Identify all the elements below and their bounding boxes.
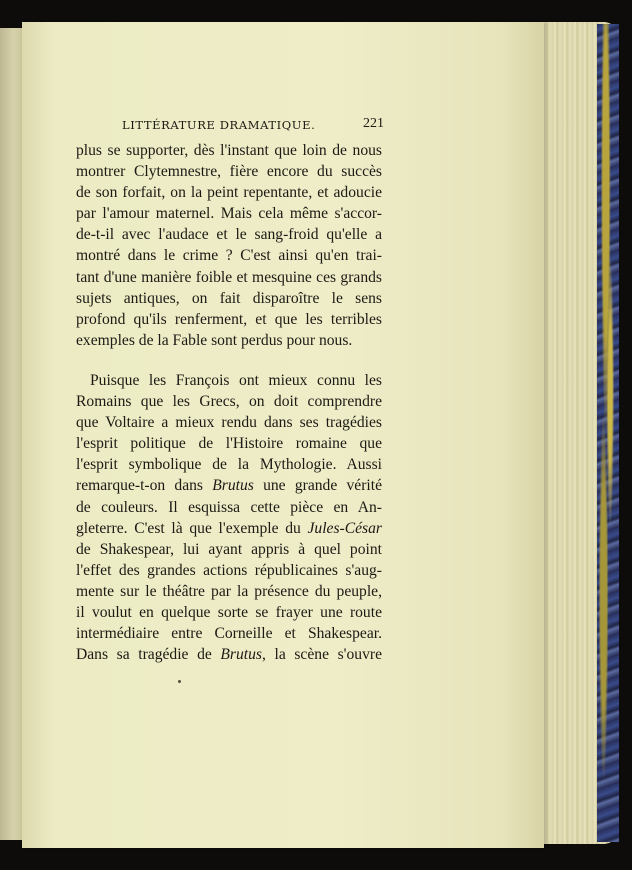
text-line: plus se supporter, dès l'instant que loin de nous [76, 142, 382, 159]
paragraph-gap [76, 351, 382, 370]
italic-title: Brutus [220, 646, 262, 664]
text-line: profond qu'ils renferment, et que les terribles [76, 310, 382, 328]
text-line: Puisque les François ont mieux connu les [90, 371, 382, 389]
page-number: 221 [363, 116, 384, 131]
marbled-cover-edge [597, 24, 619, 842]
text-line: de son forfait, on la peint repentante, et adoucie [76, 184, 382, 202]
italic-title: Jules-César [307, 519, 382, 537]
text-line: Romains que les Grecs, on doit comprendre [76, 393, 382, 411]
running-head-title: LITTÉRATURE DRAMATIQUE. [122, 118, 316, 132]
text-line: l'effet des grandes actions républicaines s'aug- [76, 561, 382, 579]
text-run: , la scène s'ouvre [262, 646, 382, 664]
text-line-with-italic [76, 518, 382, 539]
text-line: mente sur le théâtre par la présence du peuple, [76, 582, 382, 600]
text-line-with-italic [76, 475, 382, 496]
text-line-with-italic [76, 644, 382, 665]
running-head [122, 118, 384, 138]
text-line: montrer Clytemnestre, fière encore du succès [76, 163, 382, 181]
text-line: tant d'une manière foible et mesquine ces grands [76, 268, 382, 286]
text-line: par l'amour maternel. Mais cela même s'accor- [76, 205, 382, 223]
text-line: de Shakespear, lui ayant appris à quel point [76, 540, 382, 558]
facing-page-edge [0, 28, 23, 840]
text-line: de-t-il avec l'audace et le sang-froid qu'elle a [76, 226, 382, 244]
text-line: l'esprit politique de l'Histoire romaine que [76, 435, 382, 453]
text-line: il voulut en quelque sorte se frayer une route [76, 603, 382, 621]
text-line: exemples de la Fable sont perdus pour nous. [76, 331, 353, 349]
text-line: intermédiaire entre Corneille et Shakespear. [76, 625, 382, 643]
text-run: gleterre. C'est là que l'exemple du [76, 519, 308, 537]
text-run: une grande vérité [253, 477, 382, 495]
text-line: que Voltaire a mieux rendu dans ses tragédies [76, 414, 382, 432]
text-line: montré dans le crime ? C'est ainsi qu'en trai- [76, 247, 382, 265]
printer-mark [178, 680, 181, 683]
text-line: de couleurs. Il esquissa cette pièce en An- [76, 498, 382, 516]
text-line: sujets antiques, on fait disparoître le sens [76, 289, 382, 307]
text-line: l'esprit symbolique de la Mythologie. Aussi [76, 456, 382, 474]
body-text [76, 140, 382, 665]
text-run: remarque-t-on dans [76, 477, 213, 495]
italic-title: Brutus [212, 477, 254, 495]
text-run: Dans sa tragédie de [76, 646, 221, 664]
